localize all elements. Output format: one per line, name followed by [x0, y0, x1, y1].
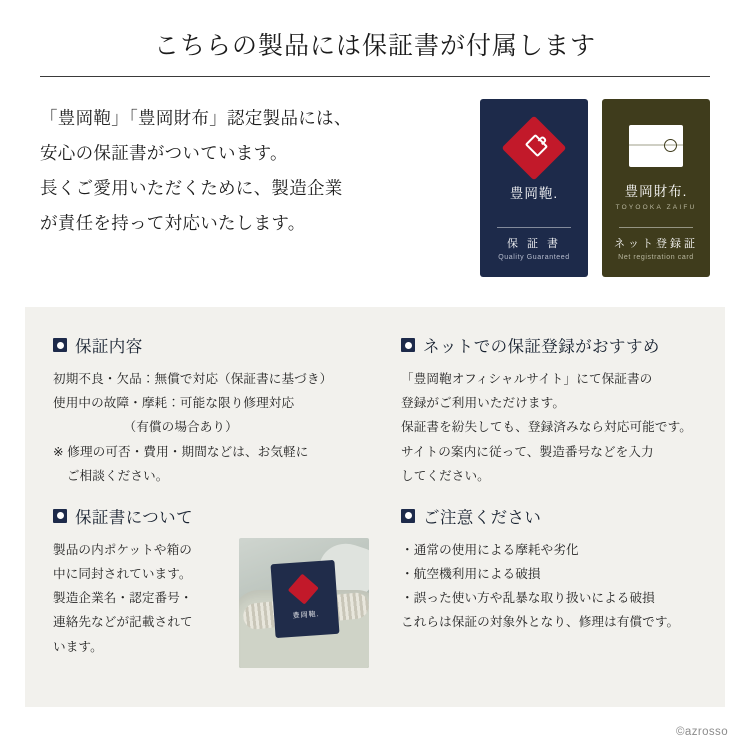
toyooka-kaban-card [480, 99, 588, 277]
body-line: 製品の内ポケットや箱の [53, 542, 193, 557]
body-line: 使用中の故障・摩耗：可能な限り修理対応 [53, 396, 295, 411]
body-line: 連絡先などが記載されて [53, 615, 193, 630]
body-line: 「豊岡鞄オフィシャルサイト」にて保証書の [401, 372, 653, 386]
intro-text [40, 99, 466, 241]
body-line: してください。 [401, 468, 490, 483]
block-warranty-content [53, 333, 383, 498]
card-footer-title: ネット登録証 [614, 238, 698, 250]
block-body [53, 538, 225, 659]
card-divider [619, 227, 693, 228]
card-brand-label: 豊岡鞄. [509, 186, 559, 201]
block-title: ネットでの保証登録がおすすめ [423, 338, 660, 356]
copyright-notice: ©azrosso [676, 726, 728, 738]
card-brand-label: 豊岡財布. [624, 184, 688, 199]
wallet-icon [629, 125, 683, 167]
body-line: 保証書を紛失しても、登録済みなら対応可能です。 [401, 420, 692, 435]
block-net-registration [401, 333, 731, 498]
square-bullet-icon [401, 338, 415, 352]
block-body [53, 367, 383, 488]
square-bullet-icon [53, 338, 67, 352]
card-divider [497, 227, 571, 228]
card-brand-label: 豊岡鞄. [292, 610, 320, 620]
warranty-card-in-bag-photo [239, 538, 369, 668]
body-line: います。 [53, 639, 103, 654]
block-title: 保証書について [75, 508, 193, 527]
body-line: 登録がご利用いただけます。 [401, 396, 566, 411]
block-body [401, 538, 731, 635]
intro-line-1: 「豊岡鞄」「豊岡財布」認定製品には、 [40, 108, 352, 128]
card-footer-subtitle: Quality Guaranteed [498, 254, 570, 261]
intro-line-3: 長くご愛用いただくために、製造企業 [40, 178, 343, 198]
body-line: ※ 修理の可否・費用・期間などは、お気軽に [53, 444, 309, 459]
warranty-cards [466, 99, 710, 277]
body-line: ・航空機利用による破損 [401, 567, 541, 582]
warranty-card-shape [270, 560, 339, 638]
card-footer [602, 227, 710, 261]
toyooka-zaifu-card [602, 99, 710, 277]
intro-line-4: が責任を持って対応いたします。 [40, 213, 306, 233]
body-line: サイトの案内に従って、製造番号などを入力 [401, 444, 654, 459]
page-title: こちらの製品には保証書が付属します [153, 32, 596, 60]
intro-section [0, 77, 750, 277]
block-title: ご注意ください [423, 508, 542, 527]
block-body-with-photo [53, 538, 383, 668]
block-about-warranty-card [53, 504, 383, 678]
block-header [401, 333, 731, 357]
body-line: ・通常の使用による摩耗や劣化 [401, 542, 579, 557]
block-header [53, 333, 383, 357]
body-line: ・誤った使い方や乱暴な取り扱いによる破損 [401, 591, 655, 606]
intro-line-2: 安心の保証書がついています。 [40, 143, 288, 163]
block-body [401, 367, 731, 488]
square-bullet-icon [53, 509, 67, 523]
block-header [53, 504, 383, 528]
card-footer-subtitle: Net registration card [618, 254, 694, 261]
card-footer-title: 保 証 書 [506, 238, 562, 250]
bag-emblem-icon [288, 573, 319, 604]
body-line: これらは保証の対象外となり、修理は有償です。 [401, 615, 680, 630]
bag-emblem-icon [501, 115, 566, 180]
info-grid [53, 333, 697, 678]
square-bullet-icon [401, 509, 415, 523]
block-header [401, 504, 731, 528]
body-line: ご相談ください。 [66, 468, 169, 483]
info-panel [25, 307, 725, 707]
card-brand-sublabel: TOYOOKA ZAIFU [615, 204, 697, 212]
block-cautions [401, 504, 731, 678]
body-line: 中に同封されています。 [53, 567, 192, 582]
body-line: 製造企業名・認定番号・ [53, 591, 193, 606]
body-line: （有償の場合あり） [123, 420, 238, 435]
card-footer [480, 227, 588, 261]
body-line: 初期不良・欠品：無償で対応（保証書に基づき） [53, 372, 333, 386]
header [0, 0, 750, 77]
block-title: 保証内容 [75, 338, 143, 356]
